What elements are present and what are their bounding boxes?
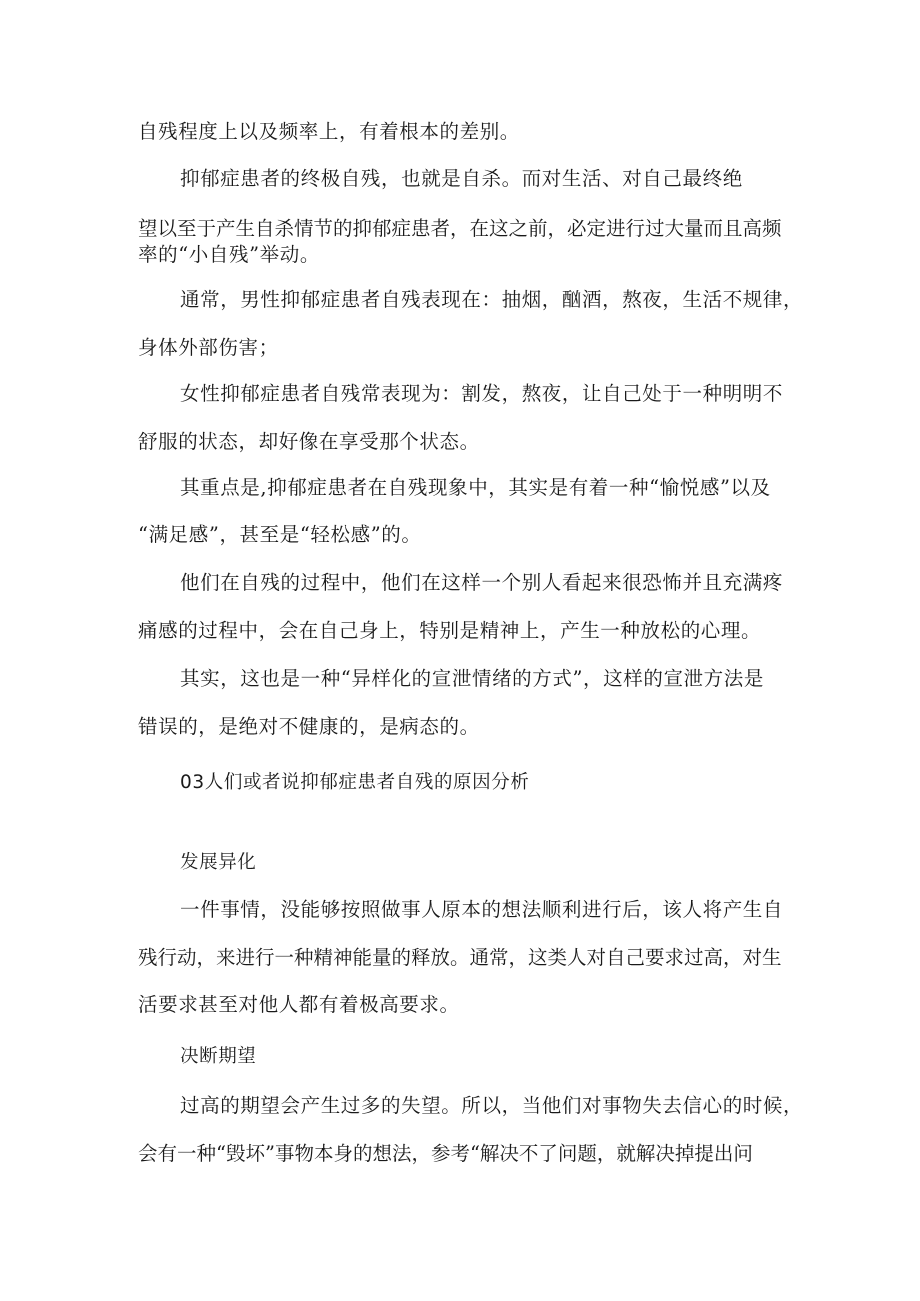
paragraph-line: 他们在自残的过程中，他们在这样一个别人看起来很恐怖并且充满疼	[180, 571, 784, 594]
paragraph-line: 率的“小自残”举动。	[138, 243, 320, 266]
paragraph-line: 残行动，来进行一种精神能量的释放。通常，这类人对自己要求过高，对生	[138, 946, 782, 969]
paragraph-line: 女性抑郁症患者自残常表现为：割发，熬夜，让自己处于一种明明不	[180, 382, 784, 405]
paragraph-line: 错误的，是绝对不健康的，是病态的。	[138, 715, 480, 738]
paragraph-line: 会有一种“毁坏”事物本身的想法，参考“解决不了问题，就解决掉提出问	[138, 1142, 753, 1165]
subsection-heading: 决断期望	[180, 1046, 257, 1067]
subsection-heading: 发展异化	[180, 852, 257, 873]
paragraph-line: 舒服的状态，却好像在享受那个状态。	[138, 430, 480, 453]
paragraph-line: 自残程度上以及频率上，有着根本的差别。	[138, 120, 520, 143]
paragraph-line: 通常，男性抑郁症患者自残表现在：抽烟，酗酒，熬夜，生活不规律，	[180, 288, 804, 311]
paragraph-line: 身体外部伤害；	[138, 336, 279, 359]
paragraph-line: 抑郁症患者的终极自残，也就是自杀。而对生活、对自己最终绝	[180, 167, 743, 190]
paragraph-line: 一件事情，没能够按照做事人原本的想法顺利进行后，该人将产生自	[180, 898, 784, 921]
paragraph-line: 其实，这也是一种“异样化的宣泄情绪的方式”，这样的宣泄方法是	[180, 667, 764, 690]
section-heading: 03人们或者说抑郁症患者自残的原因分析	[180, 772, 530, 793]
paragraph-line: 其重点是,抑郁症患者在自残现象中，其实是有着一种“愉悦感”以及	[180, 476, 771, 499]
paragraph-line: 望以至于产生自杀情节的抑郁症患者，在这之前，必定进行过大量而且高频	[138, 217, 782, 240]
paragraph-line: “满足感”，甚至是“轻松感”的。	[138, 523, 422, 546]
paragraph-line: 活要求甚至对他人都有着极高要求。	[138, 993, 460, 1016]
paragraph-line: 痛感的过程中，会在自己身上，特别是精神上，产生一种放松的心理。	[138, 619, 762, 642]
paragraph-line: 过高的期望会产生过多的失望。所以，当他们对事物失去信心的时候，	[180, 1094, 804, 1117]
